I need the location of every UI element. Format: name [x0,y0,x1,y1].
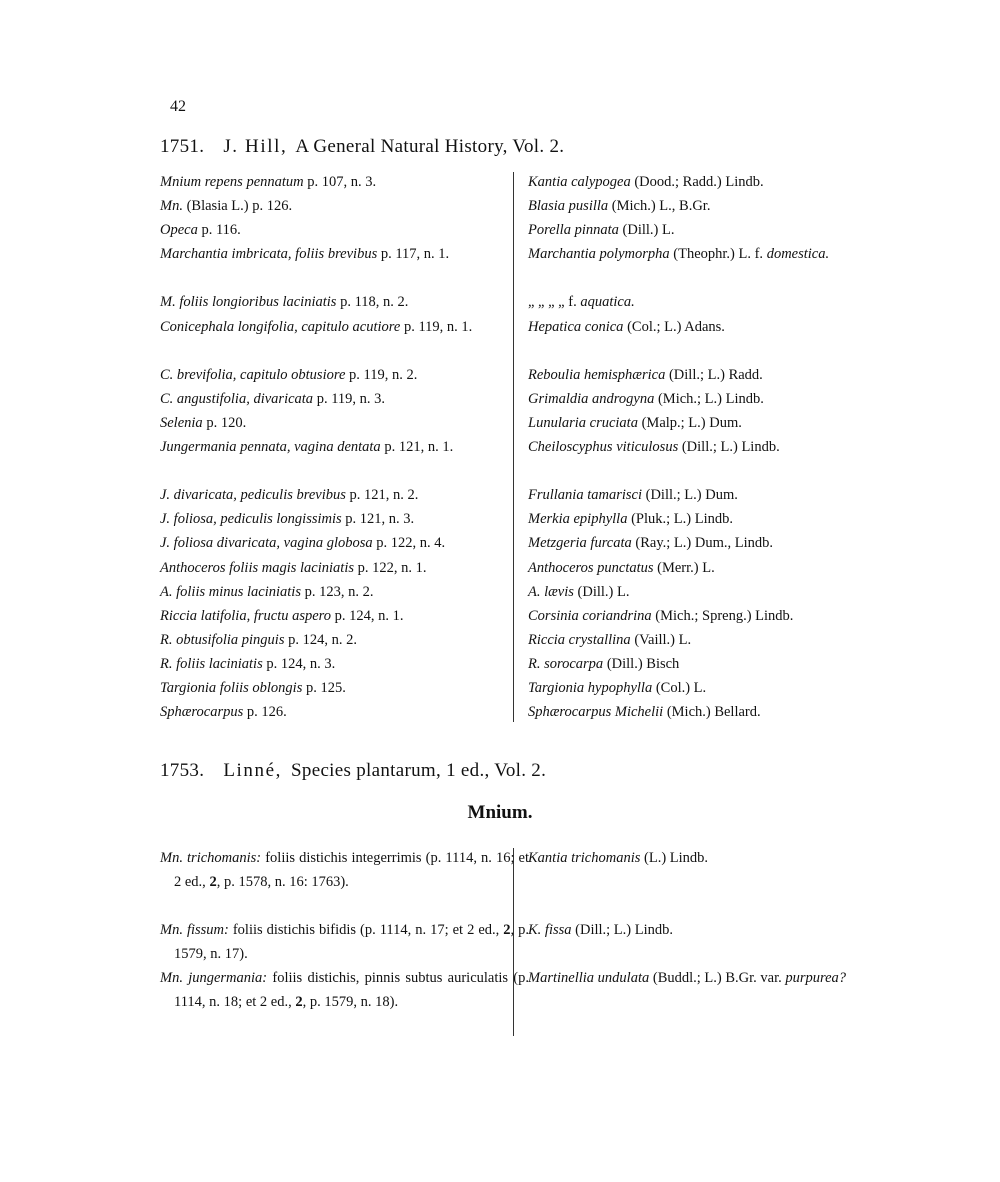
table-row [160,652,885,676]
table-row [160,411,885,435]
concordance-table-linne [160,846,885,1038]
modern-name-cell: Blasia pusilla (Mich.) L., B.Gr. [528,198,711,215]
table-row [160,628,885,652]
historical-name-cell: Riccia latifolia, fructu aspero p. 124, n. 1. [160,607,404,624]
modern-name-cell: K. fissa (Dill.; L.) Lindb. [528,922,674,938]
table-row [160,170,885,194]
modern-name-cell: A. lævis (Dill.) L. [528,583,630,600]
modern-name-cell: Frullania tamarisci (Dill.; L.) Dum. [528,487,738,504]
modern-name-cell: „ „ „ „ f. aquatica. [528,294,635,311]
table-row [160,507,885,531]
modern-name-cell: Targionia hypophylla (Col.) L. [528,679,707,696]
historical-name-cell: Mn. (Blasia L.) p. 126. [160,198,293,215]
section-title: Species plantarum, 1 ed., Vol. 2. [291,760,547,781]
table-row [160,966,885,1038]
concordance-table-hill [160,170,885,724]
table-row [160,846,885,918]
historical-name-cell: A. foliis minus laciniatis p. 123, n. 2. [160,583,374,600]
table-row [160,315,885,363]
table-row [160,387,885,411]
section-heading-linne [160,760,546,782]
historical-name-cell: R. foliis laciniatis p. 124, n. 3. [160,655,336,672]
section-year: 1753. [160,760,205,781]
table-row [160,218,885,242]
modern-name-cell: Cheiloscyphus viticulosus (Dill.; L.) Lindb. [528,439,780,456]
historical-name-cell: Targionia foliis oblongis p. 125. [160,679,346,696]
historical-name-cell: Sphærocarpus p. 126. [160,704,287,721]
section-author: Linné, [223,760,282,781]
modern-name-cell: Martinellia undulata (Buddl.; L.) B.Gr. var. purpurea? [528,970,847,986]
modern-name-cell: Corsinia coriandrina (Mich.; Spreng.) Lindb. [528,607,794,624]
table-row [160,700,885,724]
historical-name-cell: Selenia p. 120. [160,414,247,431]
table-row [160,290,885,314]
historical-name-cell: Mn. fissum: foliis distichis bifidis (p. 1114, n. 17; et 2 ed., 2, p. 1579, n. 17). [160,922,529,962]
table-row [160,483,885,507]
modern-name-cell: Sphærocarpus Michelii (Mich.) Bellard. [528,704,761,721]
historical-name-cell: J. divaricata, pediculis brevibus p. 121, n. 2. [160,487,419,504]
table-row [160,242,885,290]
modern-name-cell: Marchantia polymorpha (Theophr.) L. f. domestica. [528,246,830,263]
historical-name-cell: J. foliosa divaricata, vagina globosa p. 122, n. 4. [160,535,446,552]
modern-name-cell: Merkia epiphylla (Pluk.; L.) Lindb. [528,511,733,528]
historical-name-cell: R. obtusifolia pinguis p. 124, n. 2. [160,631,357,648]
modern-name-cell: Grimaldia androgyna (Mich.; L.) Lindb. [528,390,764,407]
historical-name-cell: Mnium repens pennatum p. 107, n. 3. [160,174,377,190]
historical-name-cell: C. brevifolia, capitulo obtusiore p. 119, n. 2. [160,366,418,383]
historical-name-cell: Opeca p. 116. [160,222,241,239]
table-row [160,531,885,555]
modern-name-cell: R. sorocarpa (Dill.) Bisch [528,655,680,672]
section-title: A General Natural History, Vol. 2. [295,136,565,157]
historical-name-cell: Jungermania pennata, vagina dentata p. 121, n. 1. [160,439,454,456]
modern-name-cell: Kantia trichomanis (L.) Lindb. [528,850,709,866]
page-number: 42 [170,98,186,115]
table-row [160,580,885,604]
historical-name-cell: Anthoceros foliis magis laciniatis p. 122, n. 1. [160,559,427,576]
modern-name-cell: Porella pinnata (Dill.) L. [528,222,675,239]
table-row [160,604,885,628]
section-heading-hill [160,136,564,158]
historical-name-cell: Mn. trichomanis: foliis distichis integerrimis (p. 1114, n. 16; et 2 ed., 2, p. 1578, n. 16: 1763). [160,850,530,890]
modern-name-cell: Reboulia hemisphærica (Dill.; L.) Radd. [528,366,763,383]
historical-name-cell: Mn. jungermania: foliis distichis, pinnis subtus auriculatis (p. 1114, n. 18; et 2 ed., 2, p. 1579, n. 18). [160,970,529,1010]
historical-name-cell: Marchantia imbricata, foliis brevibus p. 117, n. 1. [160,246,450,263]
historical-name-cell: Conicephala longifolia, capitulo acutiore p. 119, n. 1. [160,318,473,335]
table-row [160,363,885,387]
modern-name-cell: Kantia calypogea (Dood.; Radd.) Lindb. [528,174,764,190]
historical-name-cell: C. angustifolia, divaricata p. 119, n. 3. [160,390,386,407]
table-row [160,556,885,580]
historical-name-cell: J. foliosa, pediculis longissimis p. 121, n. 3. [160,511,415,528]
modern-name-cell: Hepatica conica (Col.; L.) Adans. [528,318,725,335]
modern-name-cell: Riccia crystallina (Vaill.) L. [528,631,692,648]
table-row [160,194,885,218]
table-row [160,918,885,966]
modern-name-cell: Metzgeria furcata (Ray.; L.) Dum., Lindb. [528,535,773,552]
modern-name-cell: Lunularia cruciata (Malp.; L.) Dum. [528,414,742,431]
table-row [160,435,885,483]
table-row [160,676,885,700]
historical-name-cell: M. foliis longioribus laciniatis p. 118, n. 2. [160,294,409,311]
genus-heading: Mnium. [467,802,533,823]
section-year: 1751. [160,136,205,157]
modern-name-cell: Anthoceros punctatus (Merr.) L. [528,559,715,576]
section-author: J. Hill, [223,136,288,157]
